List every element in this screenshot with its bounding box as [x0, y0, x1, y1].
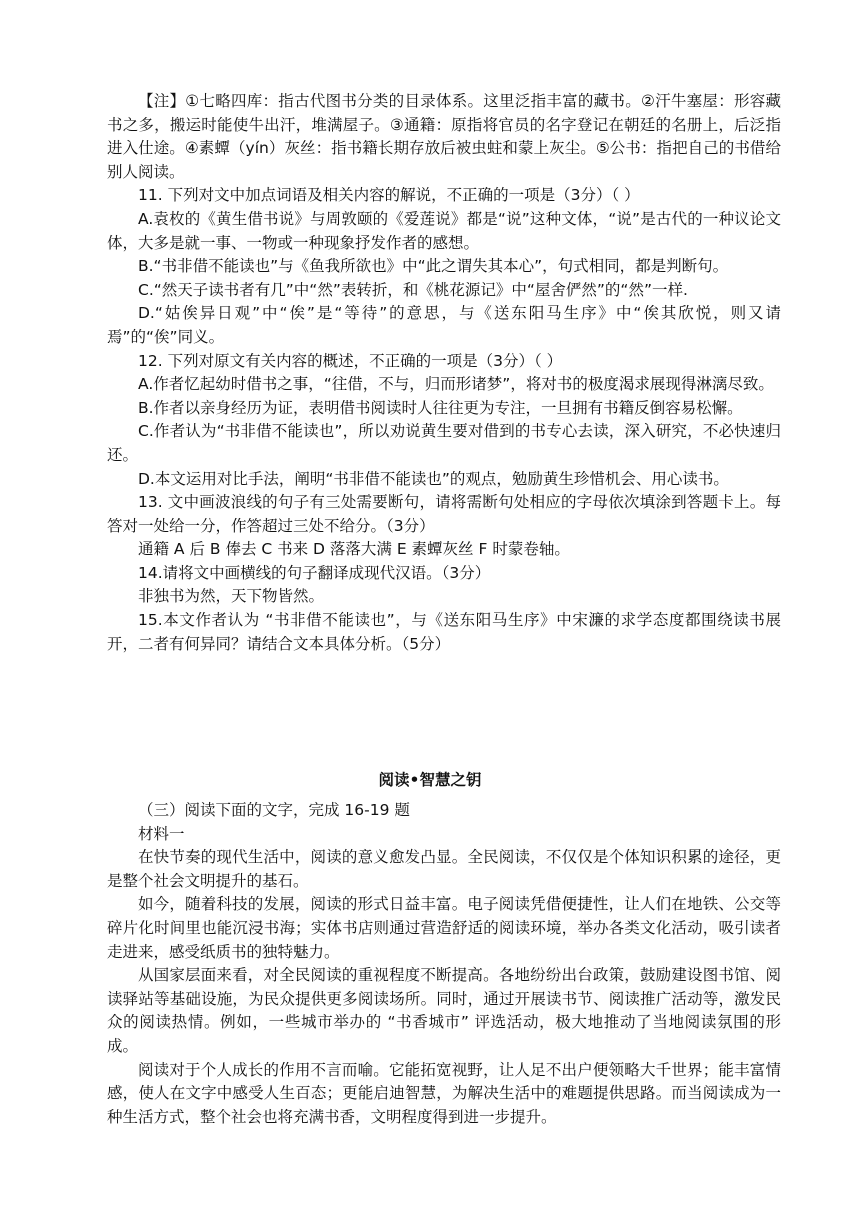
- material-paragraph-1: 在快节奏的现代生活中，阅读的意义愈发凸显。全民阅读，不仅仅是个体知识积累的途径，更是整个社会文明提升的基石。: [107, 848, 781, 890]
- material-paragraph-3: 从国家层面来看，对全民阅读的重视程度不断提高。各地纷纷出台政策，鼓励建设图书馆、阅读驿站等基础设施，为民众提供更多阅读场所。同时，通过开展读书节、阅读推广活动等，激发民众的阅读热情。例如，一些城市举办的 “书香城市” 评选活动，极大地推动了当地阅读氛围的形成。: [107, 966, 781, 1055]
- material-paragraph-2: 如今，随着科技的发展，阅读的形式日益丰富。电子阅读凭借便捷性，让人们在地铁、公交等碎片化时间里也能沉浸书海；实体书店则通过营造舒适的阅读环境，举办各类文化活动，吸引读者走进来，感受纸质书的独特魅力。: [107, 895, 781, 961]
- material-paragraph-4: 阅读对于个人成长的作用不言而喻。它能拓宽视野，让人足不出户便领略大千世界；能丰富情感，使人在文字中感受人生百态；更能启迪智慧，为解决生活中的难题提供思路。而当阅读成为一种生活方式，整个社会也将充满书香，文明程度得到进一步提升。: [107, 1060, 781, 1126]
- question-12-option-d: D.本文运用对比手法，阐明“书非借不能读也”的观点，勉励黄生珍惜机会、用心读书。: [138, 469, 729, 488]
- question-12-option-a: A.作者忆起幼时借书之事，“往借，不与，归而形诸梦”，将对书的极度渴求展现得淋漓尽致。: [138, 375, 774, 394]
- question-11-option-b: B.“书非借不能读也”与《鱼我所欲也》中“此之谓失其本心”，句式相同，都是判断句。: [138, 257, 729, 276]
- question-11-option-c: C.“然天子读书者有几”中“然”表转折，和《桃花源记》中“屋舍俨然”的“然”一样.: [138, 280, 688, 299]
- question-11-option-a: A.袁枚的《黄生借书说》与周敦颐的《爱莲说》都是“说”这种文体，“说”是古代的一种议论文体，大多是就一事、一物或一种现象抒发作者的感想。: [107, 209, 781, 252]
- lower-section: [107, 799, 781, 1129]
- annotation-note: 【注】①七略四库：指古代图书分类的目录体系。这里泛指丰富的藏书。②汗牛塞屋：形容藏书之多，搬运时能使牛出汗，堆满屋子。③通籍：原指将官员的名字登记在朝廷的名册上，后泛指进入仕途。④素蟫（yín）灰丝：指书籍长期存放后被虫蛀和蒙上灰尘。⑤公书：指把自己的书借给别人阅读。: [107, 92, 781, 181]
- question-14: 14.请将文中画横线的句子翻译成现代汉语。（3分）: [138, 563, 491, 582]
- question-13-sentence: 通籍 A 后 B 俸去 C 书来 D 落落大满 E 素蟫灰丝 F 时蒙卷轴。: [138, 540, 570, 559]
- question-14-sentence: 非独书为然，天下物皆然。: [138, 587, 325, 606]
- question-13: 13. 文中画波浪线的句子有三处需要断句，请将需断句处相应的字母依次填涂到答题卡上。每答对一处给一分，作答超过三处不给分。（3分）: [107, 493, 781, 535]
- question-12-option-b: B.作者以亲身经历为证，表明借书阅读时人往往更为专注，一旦拥有书籍反倒容易松懈。: [138, 398, 743, 417]
- reading-intro: （三）阅读下面的文字，完成 16-19 题: [138, 801, 410, 819]
- material-label: 材料一: [138, 824, 185, 843]
- upper-section: [107, 90, 781, 656]
- question-12: 12. 下列对原文有关内容的概述，不正确的一项是（3分）（ ）: [138, 351, 563, 370]
- section-title: 阅读•智慧之钥: [378, 771, 482, 789]
- question-11-option-d: D.“姑俟异日观”中“俟”是“等待”的意思，与《送东阳马生序》中“俟其欣悦，则又请焉”的“俟”同义。: [107, 304, 781, 346]
- question-12-option-c: C.作者认为“书非借不能读也”，所以劝说黄生要对借到的书专心去读，深入研究，不必快速归还。: [107, 422, 781, 464]
- question-15: 15.本文作者认为 “书非借不能读也”，与《送东阳马生序》中宋濂的求学态度都围绕读书展开，二者有何异同？请结合文本具体分析。（5分）: [107, 611, 781, 653]
- question-11: 11. 下列对文中加点词语及相关内容的解说，不正确的一项是（3分）（ ）: [138, 186, 640, 205]
